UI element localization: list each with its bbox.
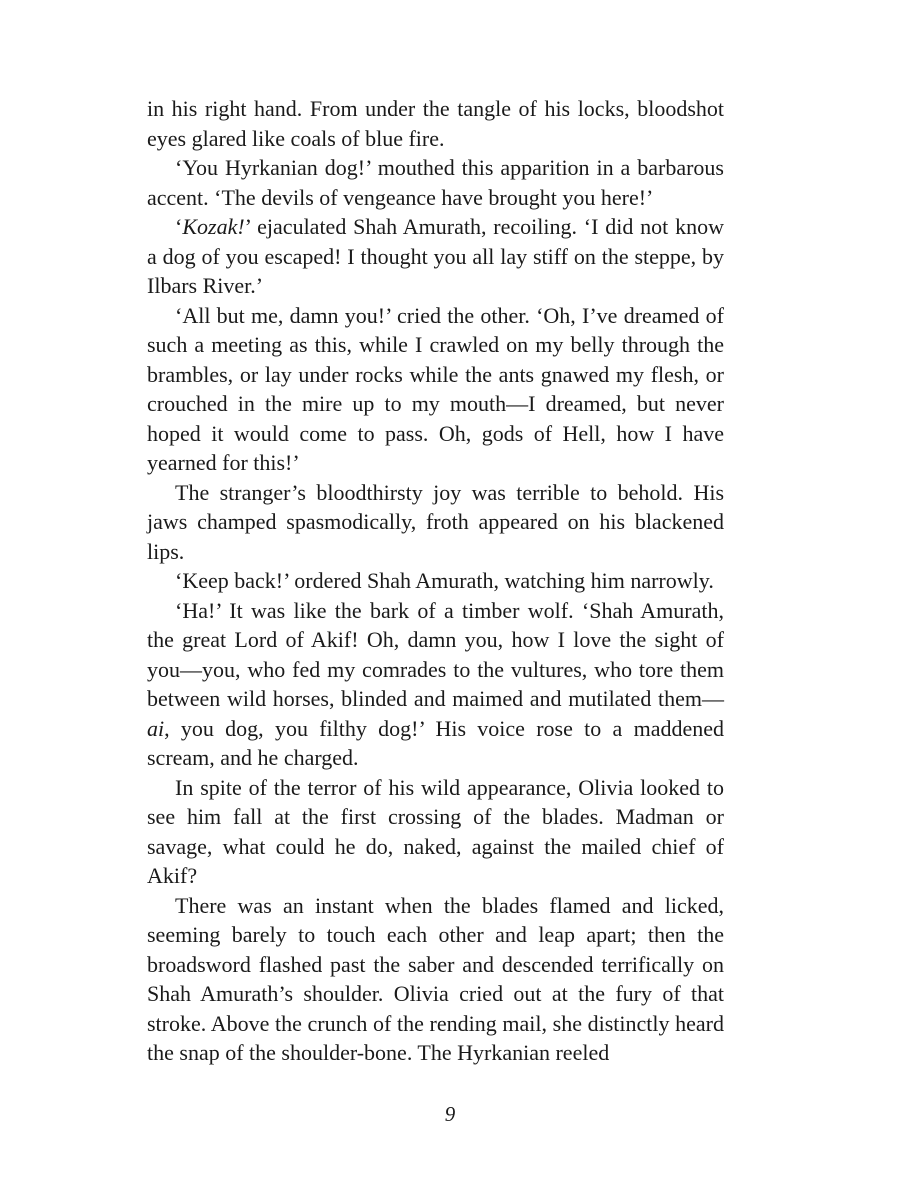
paragraph <box>147 212 724 301</box>
page-number: 9 <box>444 1102 456 1126</box>
text-segment: In spite of the terror of his wild appearance, Olivia looked to see him fall at the first crossing of the blades. Madman or savage, what could he do, naked, against the mailed chief of Akif? <box>147 774 724 888</box>
text-segment: ‘You Hyrkanian dog!’ mouthed this apparition in a barbarous accent. ‘The devils of vengeance have brought you here!’ <box>147 155 724 210</box>
text-segment: There was an instant when the blades flamed and licked, seeming barely to touch each other and leap apart; then the broadsword flashed past the saber and descended terrifically on Shah Amurath’s shoulder. Olivia cried out at the fury of that stroke. Above the crunch of the rending mail, she distinctly heard the snap of the shoulder-bone. The Hyrkanian reeled <box>147 892 724 1065</box>
paragraph <box>147 596 724 773</box>
paragraph <box>147 301 724 478</box>
text-segment: ’ ejaculated Shah Amurath, recoiling. ‘I did not know a dog of you escaped! I thought you all lay stiff on the steppe, by Ilbars River.’ <box>147 214 724 298</box>
paragraph <box>147 94 724 153</box>
text-segment: The stranger’s bloodthirsty joy was terrible to behold. His jaws champed spasmodically, froth appeared on his blackened lips. <box>147 479 724 564</box>
paragraph <box>147 566 724 596</box>
text-segment: ‘Keep back!’ ordered Shah Amurath, watching him narrowly. <box>175 568 714 593</box>
text-segment: ‘Ha!’ It was like the bark of a timber wolf. ‘Shah Amurath, the great Lord of Akif! Oh, damn you, how I love the sight of you—you, who fed my comrades to the vultures, who tore them between wild horses, blinded and maimed and mutilated them— <box>147 597 724 711</box>
paragraph <box>147 153 724 212</box>
body-text <box>147 94 724 1068</box>
paragraph <box>147 478 724 567</box>
text-segment: in his right hand. From under the tangle of his locks, bloodshot eyes glared like coals of blue fire. <box>147 96 724 151</box>
paragraph <box>147 773 724 891</box>
text-segment: ‘All but me, damn you!’ cried the other. ‘Oh, I’ve dreamed of such a meeting as this, while I crawled on my belly through the brambles, or lay under rocks while the ants gnawed my flesh, or crouched in the mire up to my mouth—I dreamed, but never hoped it would come to pass. Oh, gods of Hell, how I have yearned for this!’ <box>147 302 724 475</box>
italic-text: Kozak! <box>182 214 245 239</box>
text-segment: ‘ <box>175 214 183 239</box>
italic-text: ai <box>147 715 165 741</box>
paragraph <box>147 891 724 1068</box>
text-segment: , you dog, you filthy dog!’ His voice rose to a maddened scream, and he charged. <box>147 715 724 770</box>
